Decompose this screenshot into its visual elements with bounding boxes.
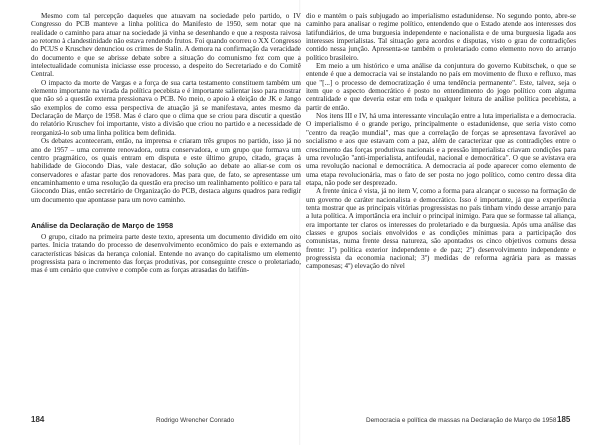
right-paragraph-4: A frente única é vista, já no item V, como a forma para alcançar o sucesso na formação de um governo de caráter nacionalista e democrático. Isso é importante, já que a experiência tenta mostrar que as principais vitórias progressistas no país tinham vindo desse arranjo para a luta política. A importância era incluir o principal inimigo. Para que se formasse tal aliança, era importante ter claros os interesses do proletariado e da burguesia. Após uma análise das classes e grupos sociais envolvidos e as condições mínimas para a participação dos comunistas, numa frente dessa natureza, são apontados os cinco objetivos comuns dessa frente: 1º) política exterior independente e de paz; 2º) desenvolvimento independente e progressista da economia nacional; 3º) medidas de reforma agrária para as massas camponesas; 4º) elevação do nível [306,187,576,271]
right-paragraph-1: dio e mantém o país subjugado ao imperialismo estadunidense. No segundo ponto, abre-se caminho para analisar o regime político, entendendo que o Estado atende aos interesses dos latifundiários, de uma burguesia independente e nacionalista e de uma burguesia ligada aos interesses imperialistas. Tal situação gera acordos e disputas, visto o grau de contradições contido nessa junção. Apresenta-se também o proletariado como elemento novo do arranjo político brasileiro. [306,12,576,62]
left-running-title: Rodrigo Wrencher Conrado [156,417,235,424]
left-page [31,12,301,410]
right-running-title: Democracia e política de massas na Declaração de Março de 1958 [366,417,557,424]
right-paragraph-3: Nos itens III e IV, há uma interessante vinculação entre a luta imperialista e a democracia. O imperialismo é o grande perigo, principalmente o estadunidense, que seria visto como "centro da reação mundial", mas que a correlação de forças se apresentava favorável ao socialismo e aos que estavam com a paz, além de caracterizar que as contradições entre o crescimento das forças produtivas nacionais e a pressão imperialista criavam condições para uma revolução "anti-imperialista, antifeudal, nacional e democrática". O que se avistava era uma revolução nacional e democrática. A democracia aí pode aparecer como elemento de uma etapa revolucionária, mas o fato de ser posta no jogo político, como centro dessa dita etapa, não pode ser desprezado. [306,112,576,187]
section-heading: Análise da Declaração de Março de 1958 [31,220,174,230]
section-spacer [31,204,301,212]
left-paragraph-4: O grupo, citado na primeira parte deste texto, apresenta um documento dividido em oito partes. Inicia tratando do processo de desenvolvimento econômico do país e externando as características básicas da herança colonial. Entende no avanço do capitalismo um elemento progressista para o incremento das forças produtivas, por conseguinte cresce o proletariado, mas é um cenário que convive e compõe com as forças atrasadas do latifún- [31,232,301,275]
right-paragraph-2: Em meio a um histórico e uma análise da conjuntura do governo Kubitschek, o que se entende é que a democracia vai se instalando no país em movimento de fluxo e refluxo, mas que "[...] o processo de democratização é uma tendência permanente". Este, talvez, seja o item que o aspecto democrático é posto no entendimento do jogo político com alguma centralidade e que deveria estar em toda e qualquer leitura de análise política pecebista, a partir de então. [306,62,576,112]
right-page [306,12,576,410]
left-paragraph-3: Os debates aconteceram, então, na imprensa e criaram três grupos no partido, isso já no ano de 1957 – uma corrente renovadora, outra conservadora, e um grupo que formava um centro pragmático, os quais entram em disputa e este último grupo, citado, graças à habilidade de Giocondo Dias, vale destacar, dão solução ao debate ao aliar-se com os conservadores e afastar parte dos renovadores. Mas para que, de fato, se apresentasse um encaminhamento e uma resolução da questão era preciso um realinhamento político e para tal Giocondo Dias, então secretário de Organização do PCB, destaca alguns quadros para redigir um documento que apontasse para um novo caminho. [31,137,301,204]
left-paragraph-2: O impacto da morte de Vargas e a força de sua carta testamento constituem também um elemento importante na virada da política pecebista e é importante salientar isso para mostrar que não só a questão externa pressionava o PCB. No meio, o apoio à eleição de JK e Jango são exemplos de como essa perspectiva de atuação já se manifestava, antes mesmo da Declaração de Março de 1958. Mas é claro que o clima que se criou para discutir a questão do relatório Kruschev foi importante, visto a divisão que criou no partido e a necessidade de reorganizá-lo sob uma linha política bem definida. [31,78,301,137]
right-page-number: 185 [557,415,571,424]
left-page-number: 184 [31,415,45,424]
left-paragraph-1: Mesmo com tal percepção daqueles que atuavam na sociedade pelo partido, o IV Congresso do PCB manteve a linha política do Manifesto de 1950, sem notar que na realidade o caminho para atuar na sociedade já vinha se desenhando e que a resposta raivosa ao retorno à clandestinidade não estava rendendo frutos. Foi quando ocorreu o XX Congresso do PCUS e Kruschev denunciou os crimes de Stalin. A demora na confirmação da veracidade do documento e que se abrisse debate sobre a situação do comunismo fez com que a intelectualidade comunista iniciasse esse processo, a despeito do Secretariado e do Comitê Central. [31,12,301,79]
